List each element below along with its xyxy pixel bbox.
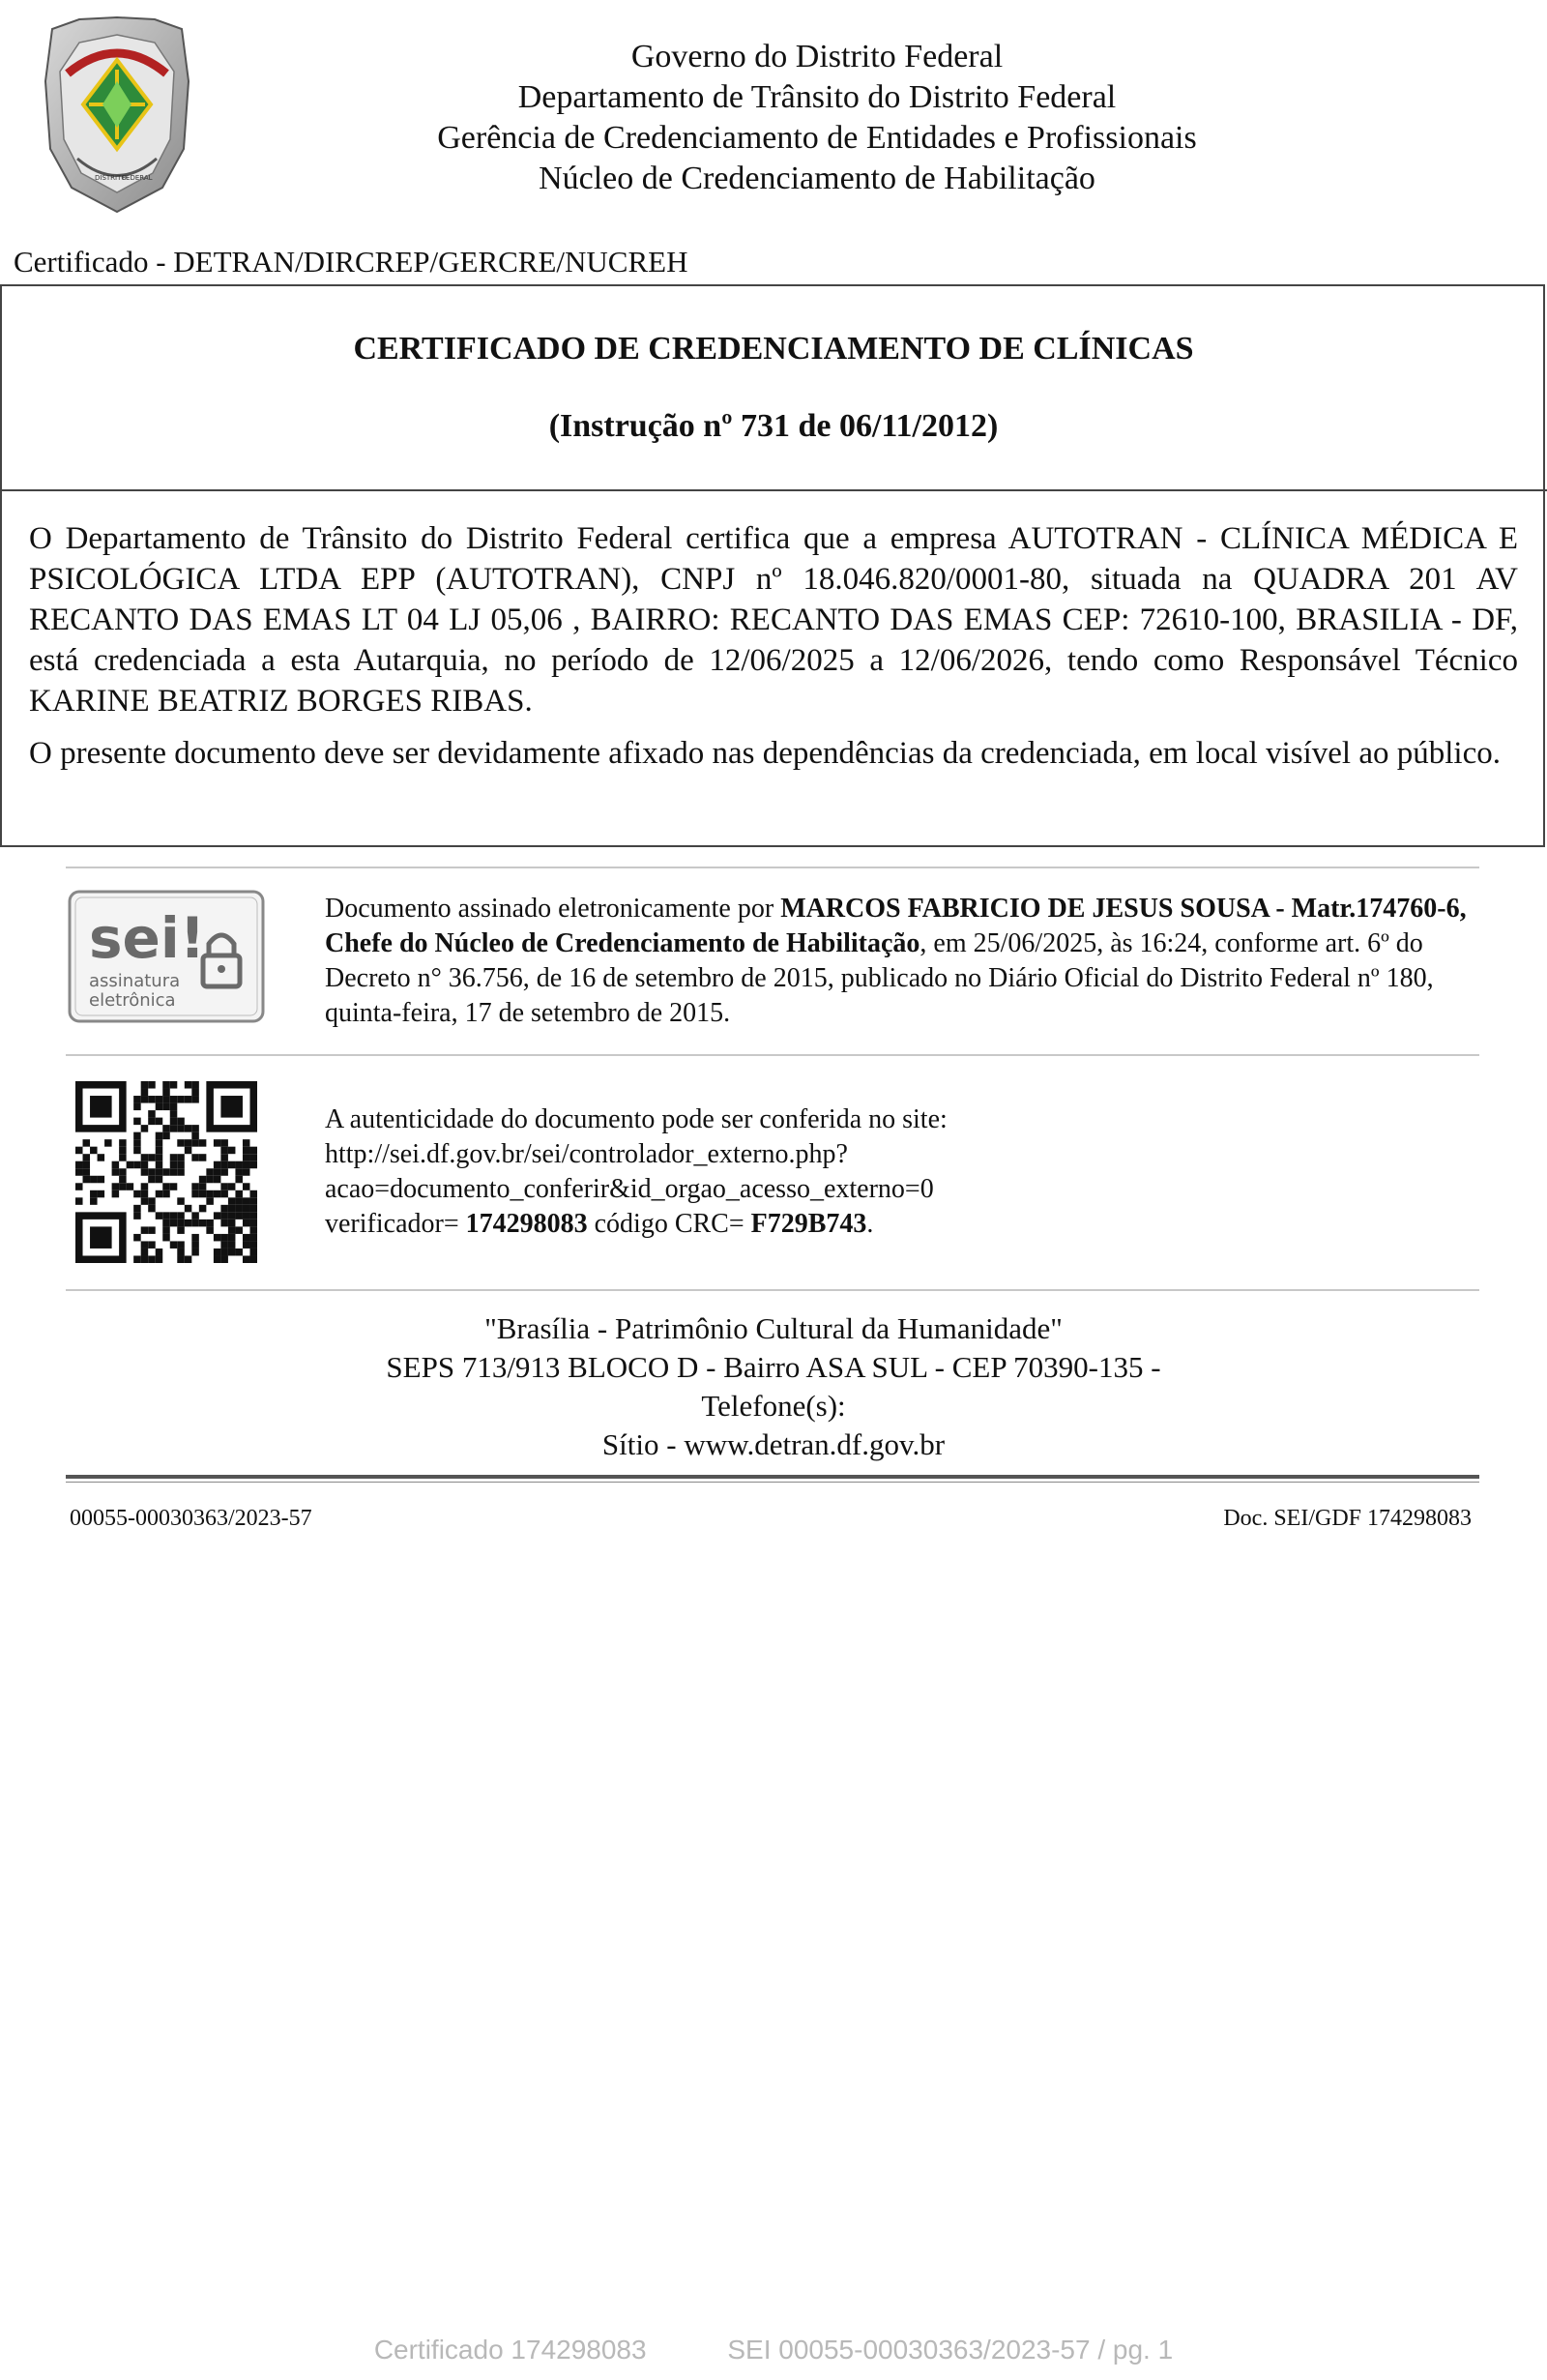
- footer-motto: "Brasília - Patrimônio Cultural da Humanidade": [484, 1311, 1063, 1345]
- verifier-value: 174298083: [465, 1209, 588, 1239]
- certificate-title: CERTIFICADO DE CREDENCIAMENTO DE CLÍNICAS: [353, 331, 1194, 367]
- sei-assinatura-eletronica-icon: [68, 890, 265, 1023]
- svg-text:eletrônica: eletrônica: [89, 990, 176, 1011]
- svg-text:sei!: sei!: [89, 905, 206, 971]
- divider-rule: [66, 1289, 1479, 1291]
- svg-text:FEDERAL: FEDERAL: [122, 174, 153, 182]
- signature-signer: MARCOS FABRICIO DE JESUS SOUSA - Matr.174760-6: [780, 894, 1460, 924]
- header-agency-lines: [367, 37, 1267, 199]
- process-number: 00055-00030363/2023-57: [70, 1506, 312, 1531]
- certificate-paragraph-main: O Departamento de Trânsito do Distrito Federal certifica que a empresa AUTOTRAN - CLÍNICA MÉDICA E PSICOLÓGICA LTDA EPP (AUTOTRAN), CNPJ nº 18.046.820/0001-80, situada na QUADRA 201 AV RECANTO DAS EMAS LT 04 LJ 05,06 , BAIRRO: RECANTO DAS EMAS CEP: 72610-100, BRASILIA - DF, está credenciada a esta Autarquia, no período de 12/06/2025 a 12/06/2026, tendo como Responsável Técnico KARINE BEATRIZ BORGES RIBAS.: [29, 521, 1518, 719]
- header-line-management: Gerência de Credenciamento de Entidades e Profissionais: [437, 120, 1197, 156]
- footer-website[interactable]: Sítio - www.detran.df.gov.br: [601, 1427, 946, 1461]
- signature-role: Chefe do Núcleo de Credenciamento de Habilitação: [325, 928, 920, 958]
- signature-separator: ,: [1459, 894, 1467, 924]
- crc-value: F729B743: [750, 1209, 867, 1239]
- footer-rule-thin: [66, 1482, 1479, 1483]
- authenticity-codes: verificador= 174298083 código CRC= F729B743.: [325, 1209, 874, 1239]
- authenticity-statement: [325, 1102, 1475, 1242]
- signature-prefix: Documento assinado eletronicamente por: [325, 894, 781, 924]
- authenticity-intro: A autenticidade do documento pode ser conferida no site:: [325, 1104, 948, 1134]
- svg-text:assinatura: assinatura: [89, 971, 181, 991]
- qr-code-icon[interactable]: [75, 1081, 257, 1263]
- institution-footer: [0, 1309, 1547, 1464]
- authenticity-url-params[interactable]: acao=documento_conferir&id_orgao_acesso_externo=0: [325, 1174, 934, 1204]
- signature-details: , em 25/06/2025, às 16:24, conforme art. 6º do Decreto n° 36.756, de 16 de setembro de 2015, publicado no Diário Oficial do Distrito Federal nº 180, quinta-feira, 17 de setembro de 2015.: [325, 928, 1434, 1028]
- header-line-department: Departamento de Trânsito do Distrito Federal: [517, 79, 1117, 115]
- certificate-subtitle: (Instrução nº 731 de 06/11/2012): [548, 408, 999, 444]
- divider-rule: [66, 867, 1479, 868]
- certificate-code: Certificado - DETRAN/DIRCREP/GERCRE/NUCREH: [14, 245, 688, 279]
- signature-statement: [325, 892, 1475, 1031]
- footer-rule: [66, 1475, 1479, 1479]
- page-footer: [0, 2334, 1547, 2366]
- footer-address: SEPS 713/913 BLOCO D - Bairro ASA SUL - CEP 70390-135 -: [386, 1350, 1161, 1384]
- verifier-label: verificador=: [325, 1209, 466, 1239]
- divider-rule: [66, 1054, 1479, 1056]
- svg-text:DISTRITO: DISTRITO: [95, 174, 127, 182]
- authenticity-url[interactable]: http://sei.df.gov.br/sei/controlador_externo.php?: [325, 1139, 848, 1169]
- document-id: Doc. SEI/GDF 174298083: [1223, 1506, 1472, 1531]
- detran-df-crest-icon: [39, 14, 195, 217]
- certificate-divider: [0, 489, 1547, 491]
- certificate-body: [29, 518, 1518, 785]
- certificate-paragraph-notice: O presente documento deve ser devidamente afixado nas dependências da credenciada, em local visível ao público.: [29, 736, 1501, 771]
- footer-phone: Telefone(s):: [701, 1389, 846, 1423]
- header-line-nucleus: Núcleo de Credenciamento de Habilitação: [539, 161, 1095, 196]
- page-footer-sei-page: SEI 00055-00030363/2023-57 / pg. 1: [727, 2335, 1174, 2365]
- crc-label: código CRC=: [587, 1209, 751, 1239]
- header-line-government: Governo do Distrito Federal: [630, 39, 1004, 74]
- page-footer-certificate: Certificado 174298083: [373, 2335, 647, 2365]
